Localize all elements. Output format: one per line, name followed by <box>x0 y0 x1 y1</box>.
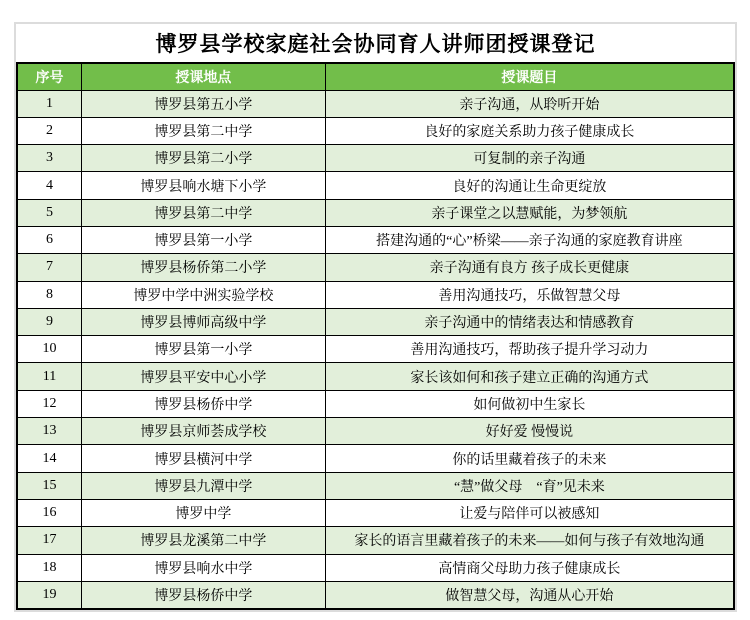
cell-topic: 做智慧父母，沟通从心开始 <box>325 581 734 608</box>
cell-topic: 搭建沟通的“心”桥梁——亲子沟通的家庭教育讲座 <box>325 226 734 253</box>
cell-location: 博罗县第一小学 <box>82 336 326 363</box>
cell-no: 18 <box>17 554 82 581</box>
cell-no: 4 <box>17 172 82 199</box>
cell-location: 博罗县博师高级中学 <box>82 308 326 335</box>
cell-topic: 好好爱 慢慢说 <box>325 418 734 445</box>
cell-topic: 良好的沟通让生命更绽放 <box>325 172 734 199</box>
table-row <box>17 418 734 445</box>
cell-topic: 如何做初中生家长 <box>325 390 734 417</box>
cell-location: 博罗县九潭中学 <box>82 472 326 499</box>
table-body <box>17 90 734 609</box>
cell-location: 博罗县第二中学 <box>82 199 326 226</box>
cell-topic: 善用沟通技巧，乐做智慧父母 <box>325 281 734 308</box>
cell-no: 1 <box>17 90 82 117</box>
cell-location: 博罗县响水塘下小学 <box>82 172 326 199</box>
table-row <box>17 226 734 253</box>
cell-topic: “慧”做父母 “育”见未来 <box>325 472 734 499</box>
cell-no: 17 <box>17 527 82 554</box>
cell-no: 9 <box>17 308 82 335</box>
cell-no: 7 <box>17 254 82 281</box>
table-row <box>17 308 734 335</box>
table-row <box>17 554 734 581</box>
cell-location: 博罗县第二中学 <box>82 117 326 144</box>
cell-topic: 可复制的亲子沟通 <box>325 145 734 172</box>
cell-topic: 让爱与陪伴可以被感知 <box>325 499 734 526</box>
cell-location: 博罗县响水中学 <box>82 554 326 581</box>
table-row <box>17 90 734 117</box>
cell-location: 博罗县杨侨中学 <box>82 390 326 417</box>
table-row <box>17 336 734 363</box>
table-row <box>17 527 734 554</box>
cell-location: 博罗县横河中学 <box>82 445 326 472</box>
cell-location: 博罗县龙溪第二中学 <box>82 527 326 554</box>
table-row <box>17 281 734 308</box>
cell-no: 16 <box>17 499 82 526</box>
cell-no: 10 <box>17 336 82 363</box>
table-row <box>17 117 734 144</box>
cell-no: 2 <box>17 117 82 144</box>
cell-no: 14 <box>17 445 82 472</box>
cell-no: 5 <box>17 199 82 226</box>
cell-location: 博罗县第五小学 <box>82 90 326 117</box>
cell-topic: 亲子沟通有良方 孩子成长更健康 <box>325 254 734 281</box>
cell-location: 博罗县第二小学 <box>82 145 326 172</box>
table-row <box>17 199 734 226</box>
cell-topic: 亲子课堂之以慧赋能，为梦领航 <box>325 199 734 226</box>
cell-no: 6 <box>17 226 82 253</box>
page-title: 博罗县学校家庭社会协同育人讲师团授课登记 <box>155 32 596 56</box>
cell-no: 13 <box>17 418 82 445</box>
cell-location: 博罗中学 <box>82 499 326 526</box>
sheet-container <box>14 22 737 612</box>
cell-topic: 高情商父母助力孩子健康成长 <box>325 554 734 581</box>
registration-table <box>16 62 735 610</box>
cell-location: 博罗县京师荟成学校 <box>82 418 326 445</box>
table-row <box>17 581 734 608</box>
cell-topic: 良好的家庭关系助力孩子健康成长 <box>325 117 734 144</box>
cell-location: 博罗县杨侨第二小学 <box>82 254 326 281</box>
cell-no: 3 <box>17 145 82 172</box>
title-band <box>16 24 735 62</box>
cell-topic: 亲子沟通，从聆听开始 <box>325 90 734 117</box>
cell-topic: 家长的语言里藏着孩子的未来——如何与孩子有效地沟通 <box>325 527 734 554</box>
cell-location: 博罗县平安中心小学 <box>82 363 326 390</box>
col-header-location: 授课地点 <box>82 63 326 90</box>
table-row <box>17 390 734 417</box>
table-row <box>17 363 734 390</box>
cell-no: 12 <box>17 390 82 417</box>
cell-topic: 亲子沟通中的情绪表达和情感教育 <box>325 308 734 335</box>
table-row <box>17 172 734 199</box>
cell-location: 博罗中学中洲实验学校 <box>82 281 326 308</box>
table-row <box>17 499 734 526</box>
table-header <box>17 63 734 90</box>
table-row <box>17 254 734 281</box>
cell-no: 15 <box>17 472 82 499</box>
cell-topic: 你的话里藏着孩子的未来 <box>325 445 734 472</box>
table-row <box>17 445 734 472</box>
col-header-topic: 授课题目 <box>325 63 734 90</box>
table-row <box>17 145 734 172</box>
cell-no: 11 <box>17 363 82 390</box>
cell-location: 博罗县第一小学 <box>82 226 326 253</box>
header-row <box>17 63 734 90</box>
cell-location: 博罗县杨侨中学 <box>82 581 326 608</box>
cell-topic: 善用沟通技巧，帮助孩子提升学习动力 <box>325 336 734 363</box>
cell-topic: 家长该如何和孩子建立正确的沟通方式 <box>325 363 734 390</box>
col-header-no: 序号 <box>17 63 82 90</box>
cell-no: 19 <box>17 581 82 608</box>
cell-no: 8 <box>17 281 82 308</box>
table-row <box>17 472 734 499</box>
